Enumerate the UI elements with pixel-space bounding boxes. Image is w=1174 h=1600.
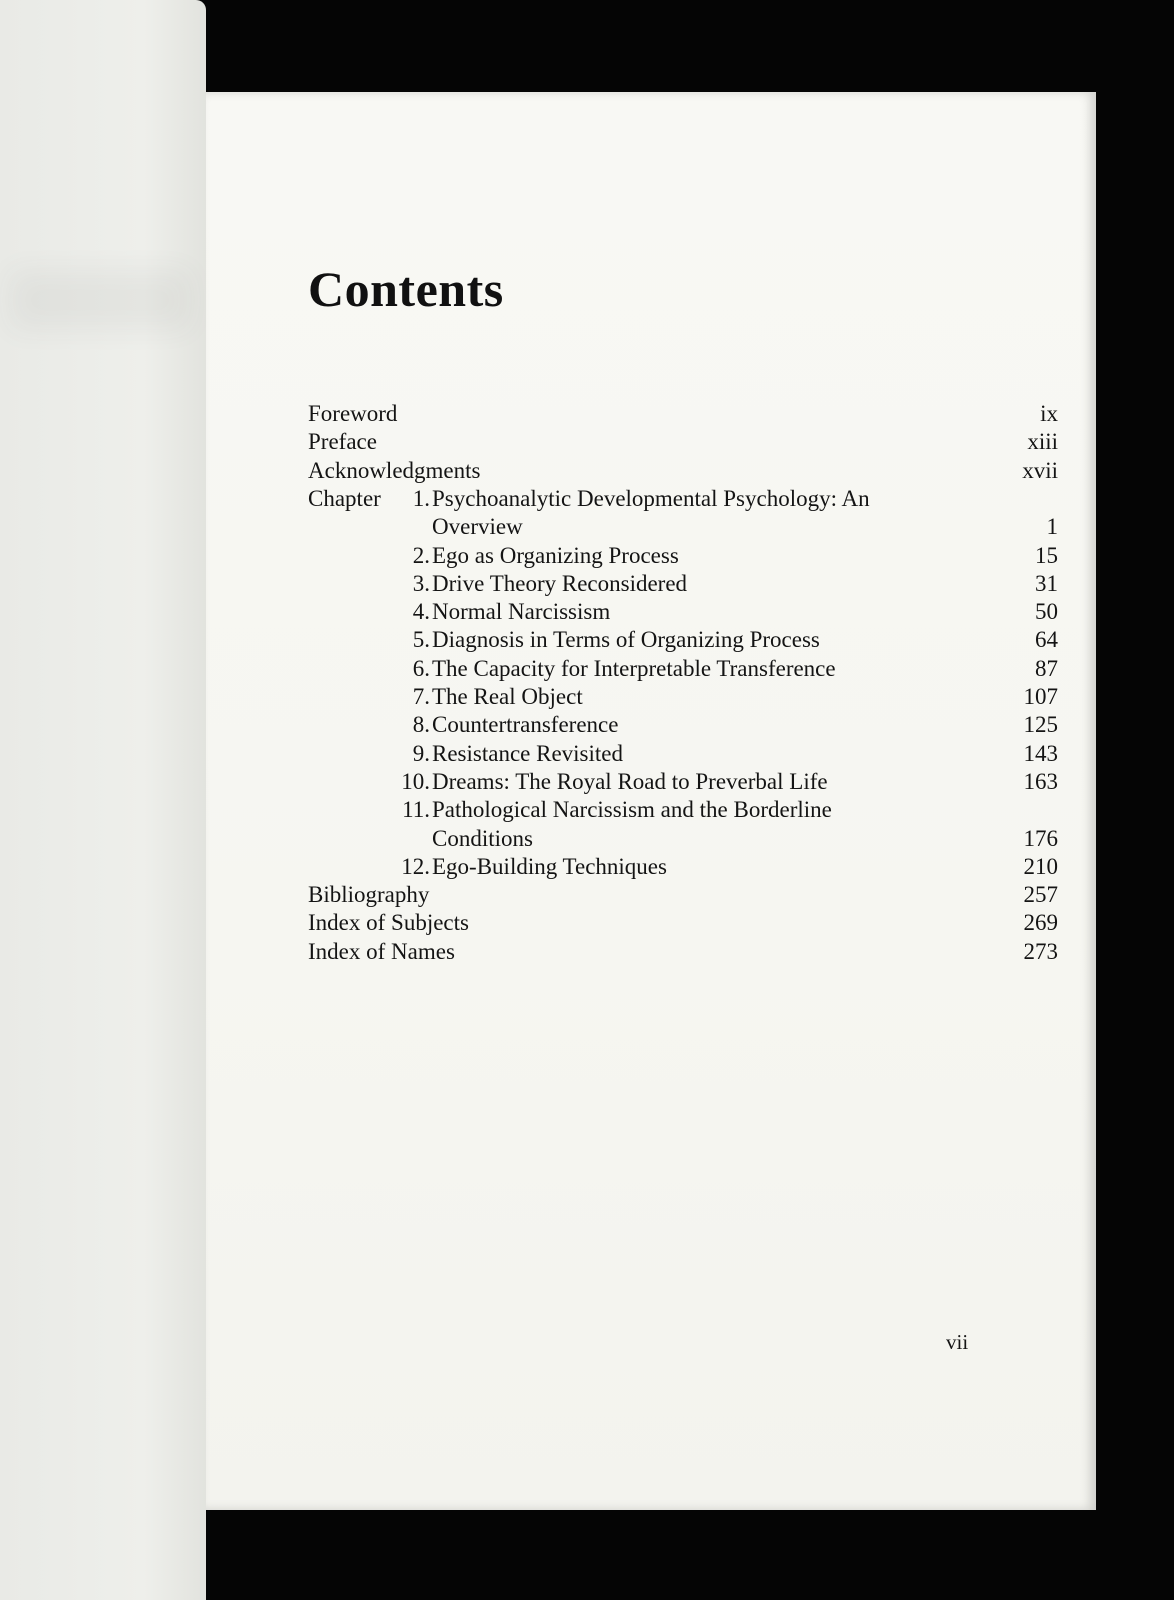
chapter-number: 7. (412, 684, 430, 709)
chapter-title: Conditions (432, 825, 533, 851)
toc-entry-chapter[interactable] (308, 485, 1174, 513)
chapter-title: Countertransference (432, 712, 619, 738)
chapter-number: 1. (412, 485, 430, 511)
toc-entry-chapter[interactable] (308, 570, 1174, 598)
toc-entry-page: 163 (1023, 768, 1058, 794)
chapter-number: 10. (401, 768, 430, 794)
toc-entry-front-matter[interactable] (308, 457, 1174, 485)
toc-entry-page: 15 (1035, 542, 1058, 568)
chapter-title: Normal Narcissism (432, 599, 611, 625)
chapter-title: Ego as Organizing Process (432, 542, 679, 568)
page-number: vii (946, 1330, 969, 1354)
toc-entry-chapter[interactable] (308, 740, 1174, 768)
toc-entry-page: 269 (1023, 910, 1058, 936)
toc-entry-page: 257 (1023, 882, 1058, 908)
toc-entry-page: 143 (1023, 740, 1058, 766)
toc-entry-chapter[interactable] (308, 853, 1174, 881)
toc-entry-label: Index of Names (308, 938, 455, 964)
toc-entry-page: 31 (1035, 570, 1058, 596)
toc-entry-back-matter[interactable] (308, 938, 1174, 966)
toc-entry-back-matter[interactable] (308, 881, 1174, 909)
chapter-number: 2. (412, 542, 430, 568)
toc-entry-label: Acknowledgments (308, 457, 481, 483)
toc-entry-page: xiii (1027, 429, 1058, 455)
toc-entry-chapter[interactable] (308, 598, 1174, 626)
toc-entry-page: ix (1040, 401, 1058, 426)
toc-entry-chapter[interactable] (308, 542, 1174, 570)
chapter-number: 4. (412, 599, 430, 625)
toc-entry-back-matter[interactable] (308, 909, 1174, 937)
toc-entry-page: 176 (1023, 825, 1058, 851)
chapter-number: 8. (412, 712, 430, 738)
chapter-number: 5. (412, 627, 430, 653)
chapter-title: Psychoanalytic Developmental Psychology: An (432, 485, 870, 511)
toc-entry-page: xvii (1022, 457, 1058, 483)
chapter-title: Resistance Revisited (432, 740, 623, 766)
chapter-title: Ego-Building Techniques (432, 853, 667, 879)
toc-entry-label: Foreword (308, 401, 398, 426)
toc-entry-page: 210 (1023, 853, 1058, 879)
toc-entry-chapter[interactable] (308, 683, 1174, 711)
chapter-prefix: Chapter (308, 485, 381, 511)
facing-page-left (0, 0, 206, 1600)
toc-entry-label: Bibliography (308, 882, 430, 908)
toc-entry-page: 107 (1023, 684, 1058, 709)
chapter-title: Drive Theory Reconsidered (432, 570, 688, 596)
chapter-title: The Capacity for Interpretable Transference (432, 655, 836, 681)
toc-entry-chapter[interactable] (308, 768, 1174, 796)
toc-entry-chapter[interactable] (308, 796, 1174, 824)
toc-entry-label: Preface (308, 429, 377, 455)
contents-page (206, 92, 1096, 1510)
toc-entry-page: 50 (1035, 599, 1058, 625)
chapter-number: 6. (412, 655, 430, 681)
chapter-title: Diagnosis in Terms of Organizing Process (432, 627, 820, 653)
toc-entry-chapter[interactable] (308, 626, 1174, 654)
chapter-number: 3. (412, 570, 430, 596)
toc-entry-page: 273 (1023, 938, 1058, 964)
chapter-title: Dreams: The Royal Road to Preverbal Life (432, 768, 828, 794)
chapter-title: Pathological Narcissism and the Borderline (432, 797, 832, 823)
toc-entry-chapter[interactable] (308, 655, 1174, 683)
toc-entry-page: 87 (1035, 655, 1058, 681)
chapter-title: Overview (432, 514, 523, 540)
toc-entry-chapter-continuation[interactable] (308, 513, 1174, 541)
toc-entry-chapter[interactable] (308, 711, 1174, 739)
chapter-number: 11. (402, 797, 430, 823)
toc-entry-page: 1 (1046, 514, 1058, 540)
toc-entry-label: Index of Subjects (308, 910, 469, 936)
chapter-number: 9. (412, 740, 430, 766)
chapter-title: The Real Object (432, 684, 583, 709)
toc-entry-front-matter[interactable] (308, 400, 1174, 428)
toc-entry-page: 64 (1035, 627, 1058, 653)
page-title: Contents (308, 261, 504, 317)
toc-entry-page: 125 (1023, 712, 1058, 738)
toc-entry-front-matter[interactable] (308, 428, 1174, 456)
toc-entry-chapter-continuation[interactable] (308, 825, 1174, 853)
show-through-text (10, 270, 190, 330)
chapter-number: 12. (401, 853, 430, 879)
